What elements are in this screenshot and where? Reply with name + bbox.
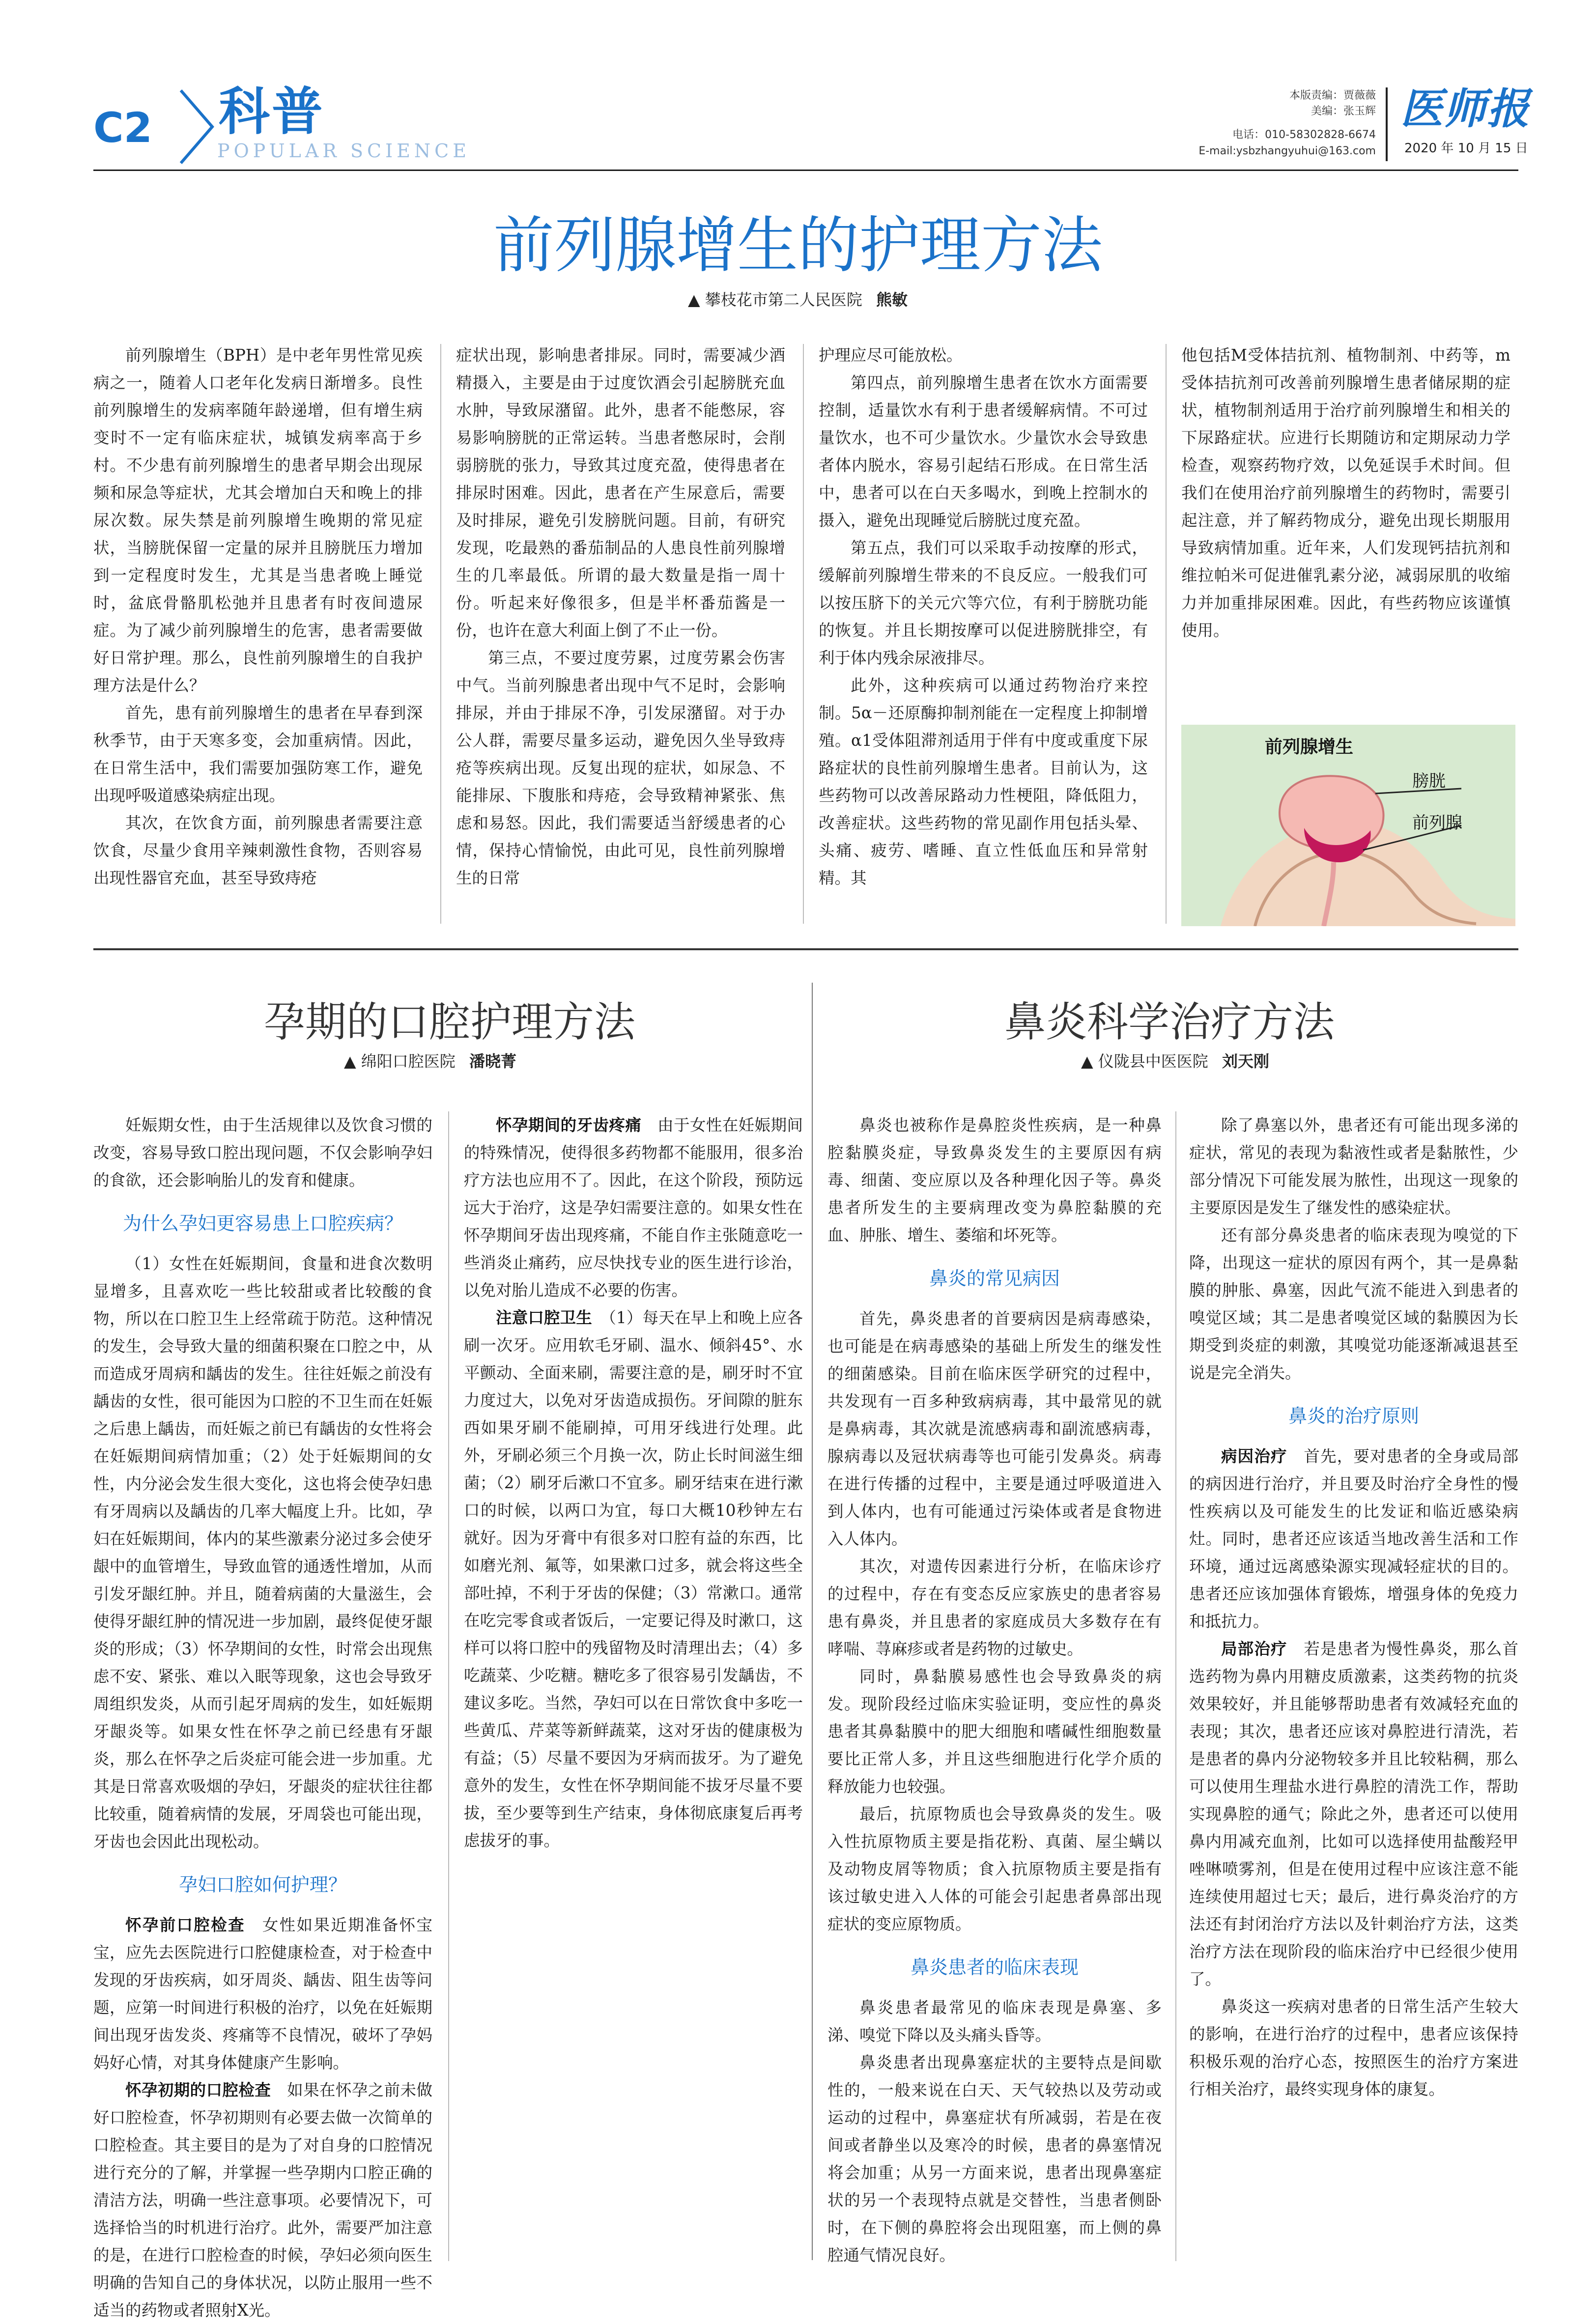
paragraph: 最后，抗原物质也会导致鼻炎的发生。吸入性抗原物质主要是指花粉、真菌、屋尘螨以及动物皮屑等物质；食入抗原物质主要是指有该过敏史进入人体的可能会引起患者鼻部出现症状的变应原物质。 [827, 1805, 1162, 1933]
paragraph-text: 女性如果近期准备怀宝宝，应先去医院进行口腔健康检查，对于检查中发现的牙齿疾病，如牙周炎、龋齿、阻生齿等问题，应第一时间进行积极的治疗，以免在妊娠期间出现牙齿发炎、疼痛等不良情况，破坏了孕妈妈好心情，对其身体健康产生影响。 [93, 1916, 432, 2072]
paragraph [93, 1911, 432, 2076]
bold-lead: 注意口腔卫生 [496, 1308, 592, 1327]
article2-byline [344, 1051, 516, 1071]
column-divider [803, 344, 804, 924]
chevron-icon [178, 87, 217, 166]
column-divider [1166, 344, 1167, 924]
paragraph [1189, 1443, 1518, 1635]
article1-col4 [1181, 341, 1510, 644]
contact-email: E-mail:ysbzhangyuhui@163.com [1198, 145, 1376, 157]
article2-col1 [93, 1111, 432, 2324]
figure-label-bladder: 膀胱 [1412, 771, 1446, 791]
section-subtitle: POPULAR SCIENCE [217, 140, 470, 162]
paragraph: 除了鼻塞以外，患者还有可能出现多涕的症状，常见的表现为黏液性或者是黏脓性，少部分情况下可能发展为脓性，出现这一现象的主要原因是发生了继发性的感染症状。 [1189, 1116, 1518, 1217]
bold-lead: 怀孕期间的牙齿疼痛 [496, 1116, 642, 1134]
paragraph: 其次，在饮食方面，前列腺患者需要注意饮食，尽量少食用辛辣刺激性食物，否则容易出现性器官充血，甚至导致痔疮 [93, 814, 423, 887]
paragraph: 其次，对遗传因素进行分析，在临床诊疗的过程中，存在有变态反应家族史的患者容易患有鼻炎，并且患者的家庭成员大多数存在有哮喘、荨麻疹或者是药物的过敏史。 [827, 1557, 1162, 1658]
paragraph [1189, 1635, 1518, 1993]
paragraph-text: 若是患者为慢性鼻炎，那么首选药物为鼻内用糖皮质激素，这类药物的抗炎效果较好，并且能够帮助患者有效减轻充血的表现；其次，患者还应该对鼻腔进行清洗，若是患者的鼻内分泌物较多并且比较粘稠，那么可以使用生理盐水进行鼻腔的清洗工作，帮助实现鼻腔的通气；除此之外，患者还可以使用鼻内用减充血剂，比如可以选择使用盐酸羟甲唑啉喷雾剂，但是在使用过程中应该注意不能连续使用超过七天；最后，进行鼻炎治疗的方法还有封闭治疗方法以及针刺治疗方法，这类治疗方法在现阶段的临床治疗中已经很少使用了。 [1189, 1640, 1518, 1988]
paragraph-text: 由于女性在妊娠期间的特殊情况，使得很多药物都不能服用，很多治疗方法也应用不了。因此，在这个阶段，预防远远大于治疗，这是孕妇需要注意的。如果女性在怀孕期间牙齿出现疼痛，不能自作主张随意吃一些消炎止痛药，应尽快找专业的医生进行诊治，以免对胎儿造成不必要的伤害。 [464, 1116, 803, 1300]
article1-title: 前列腺增生的护理方法 [493, 210, 1103, 281]
paragraph [464, 1111, 803, 1304]
bold-lead: 局部治疗 [1221, 1640, 1287, 1658]
bold-lead: 病因治疗 [1221, 1447, 1287, 1466]
header-divider [1386, 87, 1388, 161]
column-divider [448, 1111, 449, 2261]
article2-title: 孕期的口腔护理方法 [263, 998, 635, 1046]
subheading: 鼻炎的常见病因 [929, 1268, 1060, 1289]
paragraph: 护理应尽可能放松。 [819, 346, 963, 365]
subheading: 为什么孕妇更容易患上口腔疾病？ [122, 1213, 403, 1234]
article3-col2 [1189, 1111, 1518, 2103]
section-rule [93, 948, 1518, 950]
bold-lead: 怀孕初期的口腔检查 [125, 2081, 271, 2099]
paragraph: 首先，患有前列腺增生的患者在早春到深秋季节，由于天寒多变，会加重病情。因此，在日常生活中，我们需要加强防寒工作，避免出现呼吸道感染病症出现。 [93, 704, 423, 805]
article1-org: ▲ 攀枝花市第二人民医院 [688, 290, 862, 309]
paragraph: 鼻炎这一疾病对患者的日常生活产生较大的影响，在进行治疗的过程中，患者应该保持积极乐观的治疗心态，按照医生的治疗方案进行相关治疗，最终实现身体的康复。 [1189, 1997, 1518, 2098]
paragraph: 第五点，我们可以采取手动按摩的形式，缓解前列腺增生带来的不良反应。一般我们可以按压脐下的关元穴等穴位，有利于膀胱功能的恢复。并且长期按摩可以促进膀胱排空，有利于体内残余尿液排尽。 [819, 538, 1148, 667]
column-divider [812, 983, 813, 2260]
paragraph: 第三点，不要过度劳累，过度劳累会伤害中气。当前列腺患者出现中气不足时，会影响排尿，并由于排尿不净，引发尿潴留。对于办公人群，需要尽量多运动，避免因久坐导致痔疮等疾病出现。反复出现的症状，如尿急、不能排尿、下腹胀和痔疮，会导致精神紧张、焦虑和易怒。因此，我们需要适当舒缓患者的心情，保持心情愉悦，由此可见，良性前列腺增生的日常 [456, 649, 785, 887]
paragraph: 第四点，前列腺增生患者在饮水方面需要控制，适量饮水有利于患者缓解病情。不可过量饮水，也不可少量饮水。少量饮水会导致患者体内脱水，容易引起结石形成。在日常生活中，患者可以在白天多喝水，到晚上控制水的摄入，避免出现睡觉后膀胱过度充盈。 [819, 373, 1148, 530]
paragraph: 首先，鼻炎患者的首要病因是病毒感染，也可能是在病毒感染的基础上所发生的继发性的细菌感染。目前在临床医学研究的过程中，共发现有一百多种致病病毒，其中最常见的就是鼻病毒，其次就是流感病毒和副流感病毒，腺病毒以及冠状病毒等也可能引发鼻炎。病毒在进行传播的过程中，主要是通过呼吸道进入到人体内，也有可能通过污染体或者是食物进入人体内。 [827, 1309, 1162, 1548]
paragraph-text: （1）每天在早上和晚上应各刷一次牙。应用软毛牙刷、温水、倾斜45°、水平颤动、全面来刷，需要注意的是，刷牙时不宜力度过大，以免对牙齿造成损伤。牙间隙的脏东西如果牙刷不能刷掉，可用牙线进行处理。此外，牙刷必须三个月换一次，防止长时间滋生细菌；（2）刷牙后漱口不宜多。刷牙结束在进行漱口的时候，以两口为宜，每口大概10秒钟左右就好。因为牙膏中有很多对口腔有益的东西，比如磨光剂、氟等，如果漱口过多，就会将这些全部吐掉，不利于牙齿的保健；（3）常漱口。通常在吃完零食或者饭后，一定要记得及时漱口，这样可以将口腔中的残留物及时清理出去；（4）多吃蔬菜、少吃糖。糖吃多了很容易引发龋齿，不建议多吃。当然，孕妇可以在日常饮食中多吃一些黄瓜、芹菜等新鲜蔬菜，这对牙齿的健康极为有益；（5）尽量不要因为牙病而拔牙。为了避免意外的发生，女性在怀孕期间能不拔牙尽量不要拔，至少要等到生产结束，身体彻底康复后再考虑拔牙的事。 [464, 1308, 803, 1850]
paragraph-text: 如果在怀孕之前未做好口腔检查，怀孕初期则有必要去做一次简单的口腔检查。其主要目的是为了对自身的口腔情况进行充分的了解，并掌握一些孕期内口腔正确的清洁方法，明确一些注意事项。必要情况下，可选择恰当的时机进行治疗。此外，需要严加注意的是，在进行口腔检查的时候，孕妇必须向医生明确的告知自己的身体状况，以防止服用一些不适当的药物或者照射X光。 [93, 2081, 432, 2320]
subheading: 鼻炎的治疗原则 [1288, 1405, 1419, 1427]
paragraph: 鼻炎患者最常见的临床表现是鼻塞、多涕、嗅觉下降以及头痛头昏等。 [827, 1998, 1162, 2044]
article1-author: 熊敏 [876, 290, 908, 309]
paragraph-text: 首先，要对患者的全身或局部的病因进行治疗，并且要及时治疗全身性的慢性疾病以及可能发生的比发证和临近感染病灶。同时，患者还应该适当地改善生活和工作环境，通过远离感染源实现减轻症状的目的。患者还应该加强体育锻炼，增强身体的免疫力和抵抗力。 [1189, 1447, 1518, 1631]
article1-col1 [93, 341, 423, 892]
article1-col3 [819, 341, 1148, 892]
header-rule [93, 170, 1518, 171]
column-divider [440, 344, 441, 924]
paragraph: 还有部分鼻炎患者的临床表现为嗅觉的下降，出现这一症状的原因有两个，其一是鼻黏膜的肿胀、鼻塞，因此气流不能进入到患者的嗅觉区域；其二是患者嗅觉区域的黏膜因为长期受到炎症的刺激，其嗅觉功能逐渐减退甚至说是完全消失。 [1189, 1226, 1518, 1382]
designer-credit: 美编：张玉辉 [1311, 105, 1376, 117]
article3-author: 刘天刚 [1222, 1052, 1269, 1071]
article3-title: 鼻炎科学治疗方法 [1004, 998, 1335, 1046]
editor-credit: 本版责编：贾薇薇 [1289, 89, 1376, 102]
page-number: C2 [93, 104, 153, 152]
contact-phone: 电话：010-58302828-6674 [1232, 129, 1376, 141]
article1-col2 [456, 341, 785, 892]
paragraph: 他包括M受体拮抗剂、植物制剂、中药等，m受体拮抗剂可改善前列腺增生患者储尿期的症状，植物制剂适用于治疗前列腺增生和相关的下尿路症状。应进行长期随访和定期尿动力学检查，观察药物疗效，以免延误手术时间。但我们在使用治疗前列腺增生的药物时，需要引起注意，并了解药物成分，避免出现长期服用导致病情加重。近年来，人们发现钙拮抗剂和维拉帕米可促进催乳素分泌，减弱尿肌的收缩力并加重排尿困难。因此，有些药物应该谨慎使用。 [1181, 346, 1510, 640]
figure-title: 前列腺增生 [1265, 737, 1354, 757]
issue-date: 2020 年 10 月 15 日 [1404, 141, 1528, 156]
paragraph: （1）女性在妊娠期间，食量和进食次数明显增多，且喜欢吃一些比较甜或者比较酸的食物，所以在口腔卫生上经常疏于防范。这种情况的发生，会导致大量的细菌积聚在口腔之中，从而造成牙周病和龋齿的发生。往往妊娠之前没有龋齿的女性，很可能因为口腔的不卫生而在妊娠之后患上龋齿，而妊娠之前已有龋齿的女性将会在妊娠期间病情加重；（2）处于妊娠期间的女性，内分泌会发生很大变化，这也将会使孕妇患有牙周病以及龋齿的几率大幅度上升。比如，孕妇在妊娠期间，体内的某些激素分泌过多会使牙龈中的血管增生，导致血管的通透性增加，从而引发牙龈红肿。并且，随着病菌的大量滋生，会使得牙龈红肿的情况进一步加剧，最终促使牙龈炎的形成；（3）怀孕期间的女性，时常会出现焦虑不安、紧张、难以入眠等现象，这也会导致牙周组织发炎，从而引起牙周病的发生，如妊娠期牙龈炎等。如果女性在怀孕之前已经患有牙龈炎，那么在怀孕之后炎症可能会进一步加重。尤其是日常喜欢吸烟的孕妇，牙龈炎的症状往往都比较重，随着病情的发展，牙周袋也可能出现，牙齿也会因此出现松动。 [93, 1254, 432, 1851]
paragraph: 前列腺增生（BPH）是中老年男性常见疾病之一，随着人口老年化发病日渐增多。良性前列腺增生的发病率随年龄递增，但有增生病变时不一定有临床症状，城镇发病率高于乡村。不少患有前列腺增生的患者早期会出现尿频和尿急等症状，尤其会增加白天和晚上的排尿次数。尿失禁是前列腺增生晚期的常见症状，当膀胱保留一定量的尿并且膀胱压力增加到一定程度时发生，尤其是当患者晚上睡觉时，盆底骨骼肌松弛并且患者有时夜间遗尿症。为了减少前列腺增生的危害，患者需要做好日常护理。那么，良性前列腺增生的自我护理方法是什么？ [93, 346, 423, 695]
column-divider [1175, 1111, 1176, 2261]
article3-col1 [827, 1111, 1162, 2269]
article2-col2 [464, 1111, 803, 1854]
paragraph [464, 1304, 803, 1854]
paragraph: 鼻炎患者出现鼻塞症状的主要特点是间歇性的，一般来说在白天、天气较热以及劳动或运动的过程中，鼻塞症状有所减弱，若是在夜间或者静坐以及寒冷的时候，患者的鼻塞情况将会加重；从另一方面来说，患者出现鼻塞症状的另一个表现特点就是交替性，当患者侧卧时，在下侧的鼻腔将会出现阻塞，而上侧的鼻腔通气情况良好。 [827, 2053, 1162, 2265]
paragraph: 此外，这种疾病可以通过药物治疗来控制。5α－还原酶抑制剂能在一定程度上抑制增殖。α1受体阻滞剂适用于伴有中度或重度下尿路症状的良性前列腺增生患者。目前认为，这些药物可以改善尿路动力性梗阻，降低阻力，改善症状。这些药物的常见副作用包括头晕、头痛、疲劳、嗜睡、直立性低血压和异常射精。其 [819, 676, 1148, 887]
paragraph: 症状出现，影响患者排尿。同时，需要减少酒精摄入，主要是由于过度饮酒会引起膀胱充血水肿，导致尿潴留。此外，患者不能憋尿，容易影响膀胱的正常运转。当患者憋尿时，会削弱膀胱的张力，导致其过度充盈，使得患者在排尿时困难。因此，患者在产生尿意后，需要及时排尿，避免引发膀胱问题。目前，有研究发现，吃最熟的番茄制品的人患良性前列腺增生的几率最低。所谓的最大数量是指一周十份。听起来好像很多，但是半杯番茄酱是一份，也许在意大利面上倒了不止一份。 [456, 346, 785, 640]
article3-byline [1081, 1051, 1269, 1071]
bold-lead: 怀孕前口腔检查 [125, 1916, 245, 1934]
paragraph [93, 2076, 432, 2324]
subheading: 鼻炎患者的临床表现 [910, 1956, 1079, 1978]
paragraph: 同时，鼻黏膜易感性也会导致鼻炎的病发。现阶段经过临床实验证明，变应性的鼻炎患者其鼻黏膜中的肥大细胞和嗜碱性细胞数量要比正常人多，并且这些细胞进行化学介质的释放能力也较强。 [827, 1667, 1162, 1796]
paragraph: 妊娠期女性，由于生活规律以及饮食习惯的改变，容易导致口腔出现问题，不仅会影响孕妇的食欲，还会影响胎儿的发育和健康。 [93, 1116, 432, 1190]
article2-org: ▲ 绵阳口腔医院 [344, 1052, 456, 1071]
subheading: 孕妇口腔如何护理？ [178, 1874, 347, 1896]
paragraph: 鼻炎也被称作是鼻腔炎性疾病，是一种鼻腔黏膜炎症，导致鼻炎发生的主要原因有病毒、细菌、变应原以及各种理化因子等。鼻炎患者所发生的主要病理改变为鼻腔黏膜的充血、肿胀、增生、萎缩和坏死等。 [827, 1116, 1162, 1245]
prostate-figure [1181, 725, 1515, 926]
article2-author: 潘晓菁 [469, 1052, 516, 1071]
article3-org: ▲ 仪陇县中医医院 [1081, 1052, 1208, 1071]
figure-label-prostate: 前列腺 [1412, 813, 1462, 833]
section-title: 科普 [219, 82, 325, 142]
article1-byline [688, 290, 908, 310]
masthead-logo: 医师报 [1400, 84, 1530, 134]
